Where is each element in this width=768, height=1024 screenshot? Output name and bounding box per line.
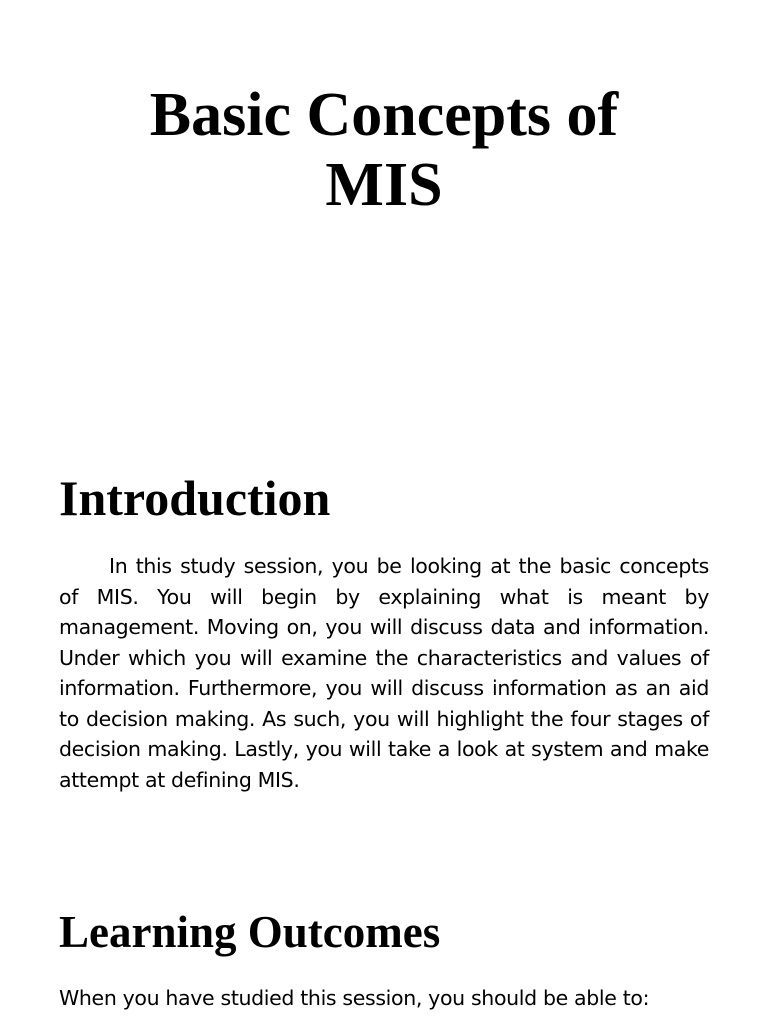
learning-outcomes-lead: When you have studied this session, you should be able to: — [59, 986, 650, 1010]
page-title-line-1: Basic Concepts of — [149, 81, 619, 149]
page-title-line-2: MIS — [325, 151, 443, 219]
page-title — [0, 80, 768, 220]
learning-outcomes-heading: Learning Outcomes — [59, 907, 441, 957]
introduction-paragraph: In this study session, you be looking at the basic concepts of MIS. You will begin by explaining what is meant by management. Moving on, you will discuss data and information. Under which you will examine the characteristics and values of information. Furthermore, you will discuss information as an aid to decision making. As such, you will highlight the four stages of decision making. Lastly, you will take a look at system and make attempt at defining MIS. — [59, 554, 709, 792]
introduction-heading: Introduction — [59, 470, 331, 526]
